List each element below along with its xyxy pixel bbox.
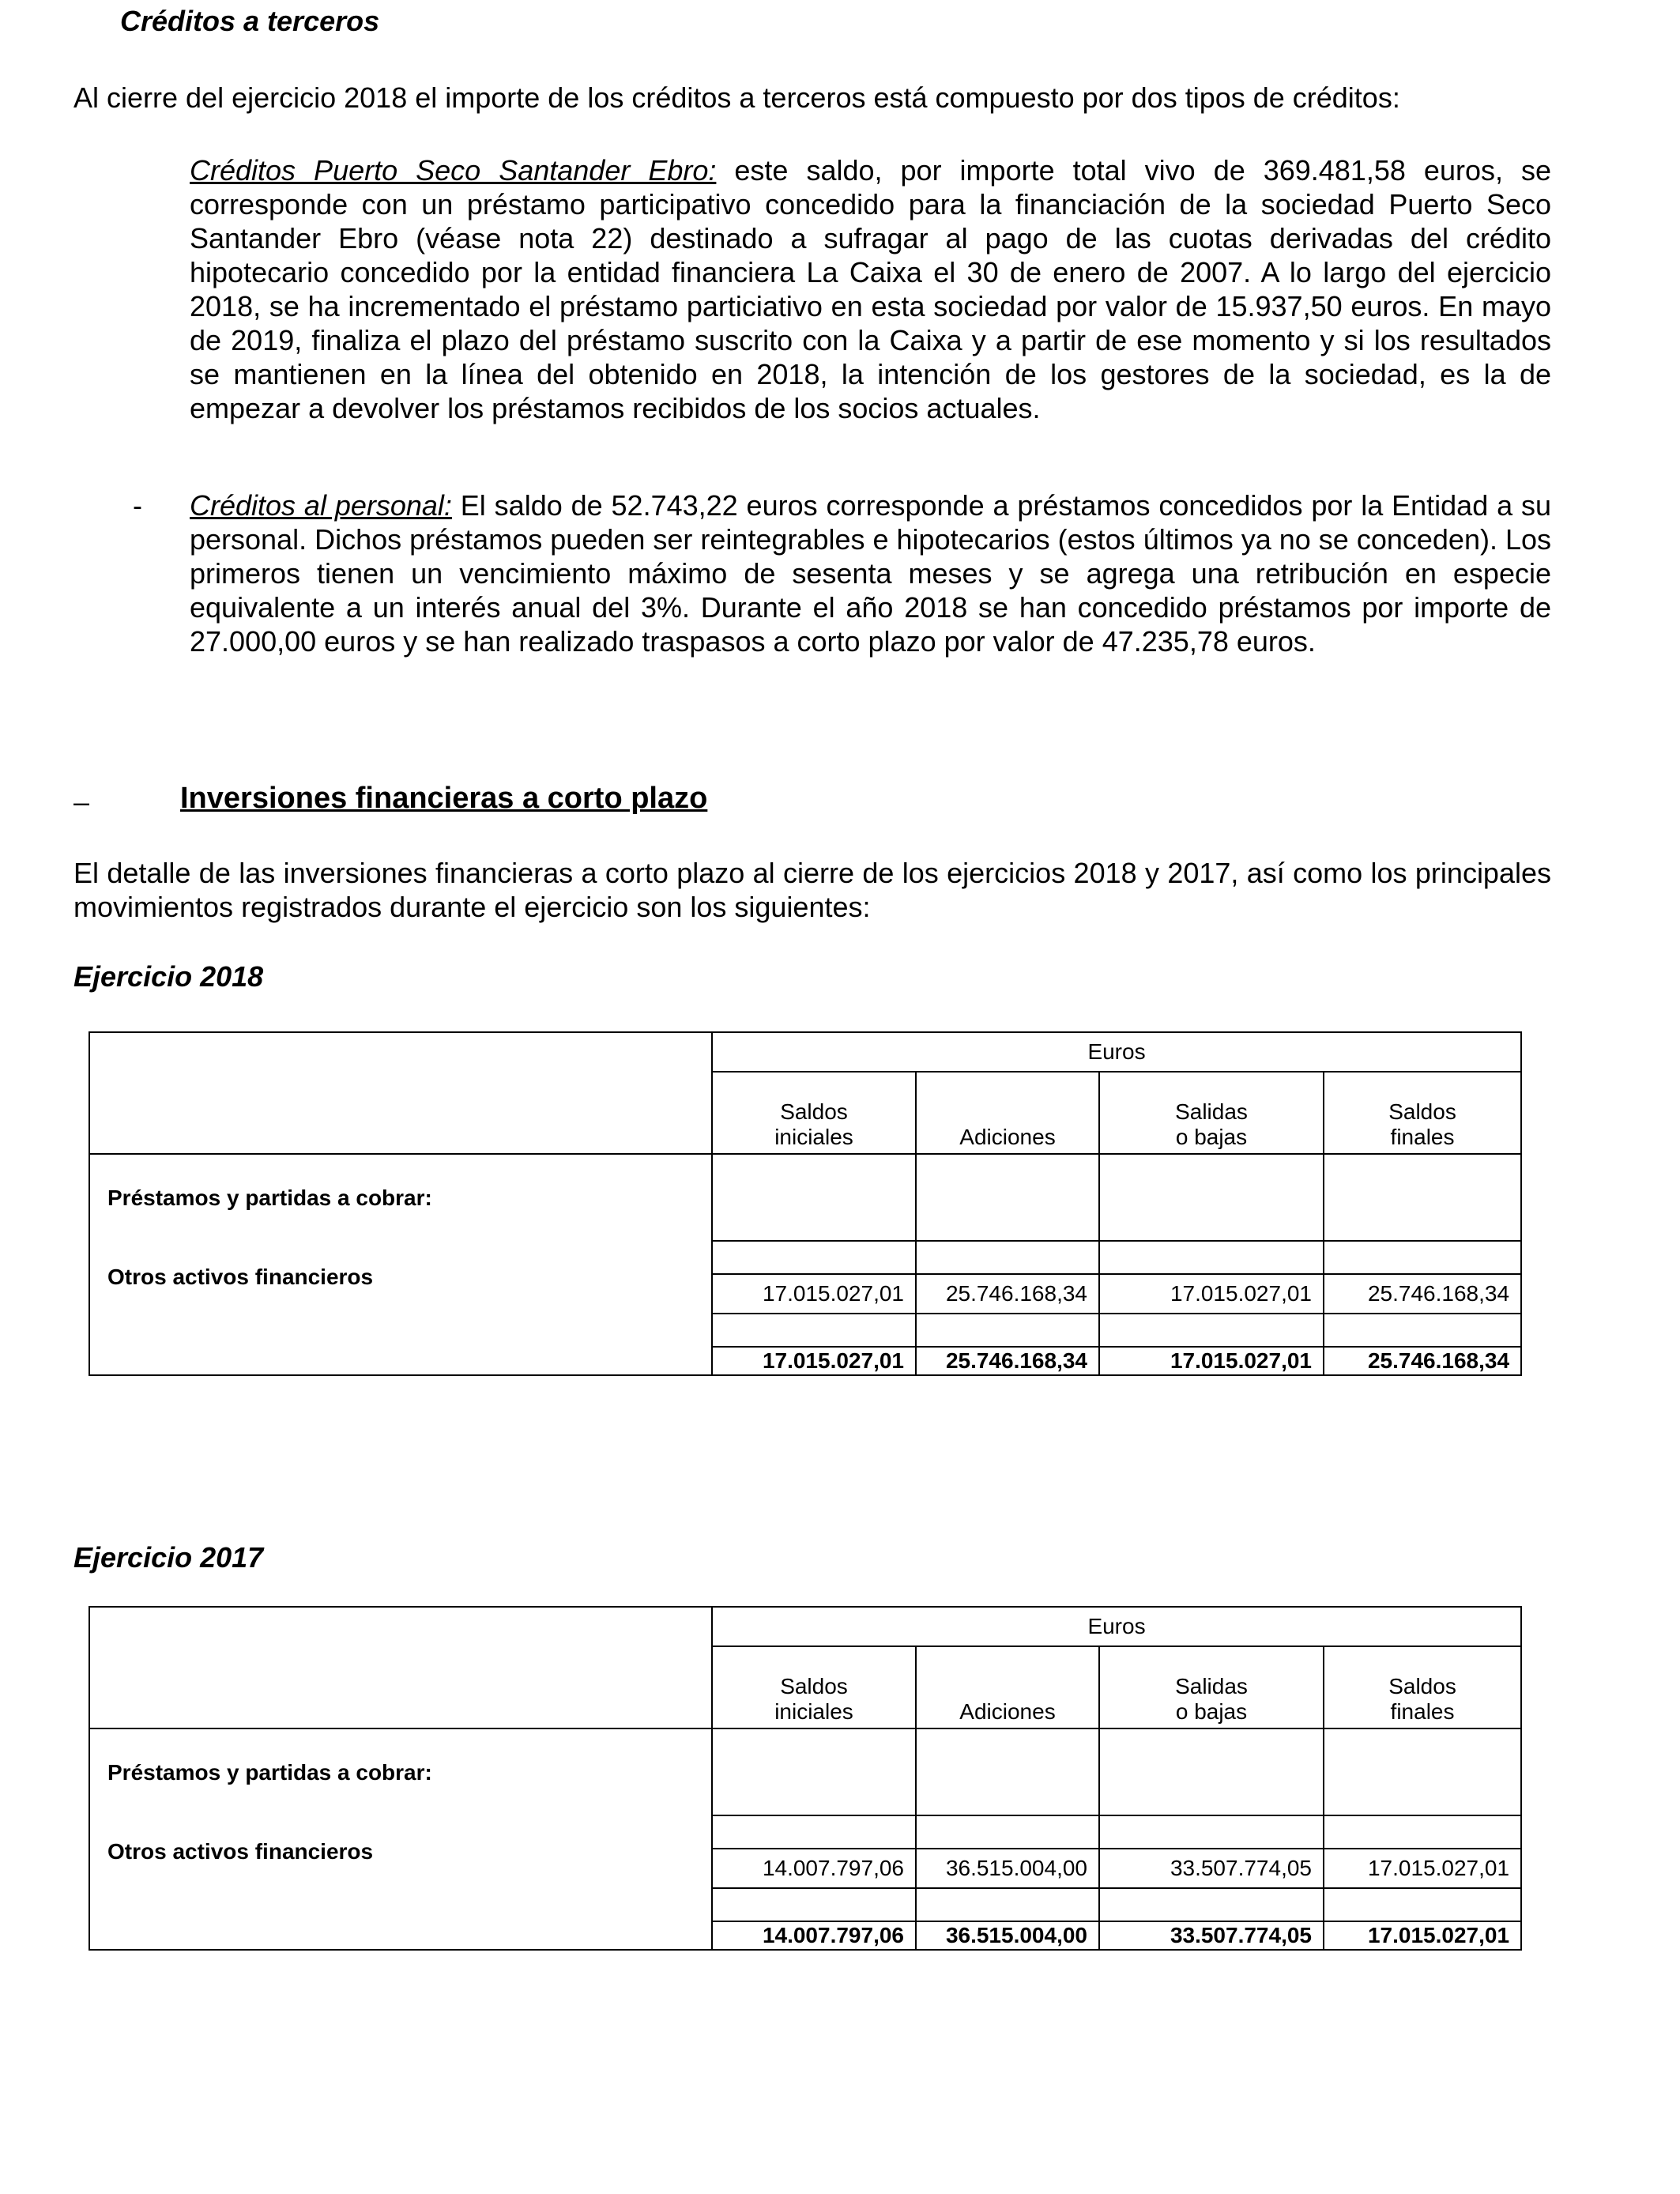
table-2018-title: Ejercicio 2018	[73, 960, 264, 993]
table-cell: 17.015.027,01	[1324, 1849, 1521, 1888]
total-cell: 25.746.168,34	[916, 1347, 1099, 1375]
table-cell: 25.746.168,34	[1324, 1274, 1521, 1314]
table-cell: 33.507.774,05	[1099, 1849, 1324, 1888]
total-cell: 17.015.027,01	[712, 1347, 916, 1375]
row-label: Otros activos financieros	[89, 1241, 712, 1314]
section-title: Créditos a terceros	[120, 5, 380, 37]
total-cell: 33.507.774,05	[1099, 1921, 1324, 1950]
col-adiciones: Adiciones	[916, 1072, 1099, 1154]
table-cell: 25.746.168,34	[916, 1274, 1099, 1314]
credit-personal-paragraph	[190, 488, 1551, 658]
total-cell: 17.015.027,01	[1099, 1347, 1324, 1375]
inversiones-heading: Inversiones financieras a corto plazo	[180, 782, 708, 815]
table-cell: 36.515.004,00	[916, 1849, 1099, 1888]
table-2017	[89, 1606, 1522, 1951]
col-saldos-iniciales: Saldos iniciales	[712, 1646, 916, 1728]
table-cell: 14.007.797,06	[712, 1849, 916, 1888]
credit-personal-bullet: -	[133, 489, 142, 522]
col-saldos-finales: Saldos finales	[1324, 1646, 1521, 1728]
col-saldos-finales: Saldos finales	[1324, 1072, 1521, 1154]
total-cell: 25.746.168,34	[1324, 1347, 1521, 1375]
inversiones-intro: El detalle de las inversiones financieras a corto plazo al cierre de los ejercicios 2018 y 2017, así como los principales movimientos registrados durante el ejercicio son los siguientes:	[73, 857, 1551, 923]
credit-puerto-lead: Créditos Puerto Seco Santander Ebro:	[190, 154, 717, 187]
inversiones-bullet: –	[73, 786, 90, 818]
total-cell: 14.007.797,06	[712, 1921, 916, 1950]
currency-header: Euros	[712, 1032, 1521, 1072]
credit-personal-lead: Créditos al personal:	[190, 489, 452, 522]
total-cell: 17.015.027,01	[1324, 1921, 1521, 1950]
col-salidas: Salidas o bajas	[1099, 1646, 1324, 1728]
table-cell: 17.015.027,01	[1099, 1274, 1324, 1314]
credit-puerto-paragraph	[190, 153, 1551, 425]
currency-header: Euros	[712, 1607, 1521, 1646]
credit-personal-text: El saldo de 52.743,22 euros corresponde a préstamos concedidos por la Entidad a su personal. Dichos préstamos pueden ser reintegrables e hipotecarios (estos últimos ya no se conceden). Los primeros tienen un vencimiento máximo de sesenta meses y se agrega una retribución en especie equivalente a un interés anual del 3%. Durante el año 2018 se han concedido préstamos por importe de 27.000,00 euros y se han realizado traspasos a corto plazo por valor de 47.235,78 euros.	[190, 489, 1551, 658]
intro-paragraph: Al cierre del ejercicio 2018 el importe de los créditos a terceros está compuesto por dos tipos de créditos:	[73, 81, 1400, 114]
total-cell: 36.515.004,00	[916, 1921, 1099, 1950]
credit-puerto-text: este saldo, por importe total vivo de 369.481,58 euros, se corresponde con un préstamo participativo concedido para la financiación de la sociedad Puerto Seco Santander Ebro (véase nota 22) destinado a sufragar al pago de las cuotas derivadas del crédito hipotecario concedido por la entidad financiera La Caixa el 30 de enero de 2007. A lo largo del ejercicio 2018, se ha incrementado el préstamo particiativo en esta sociedad por valor de 15.937,50 euros. En mayo de 2019, finaliza el plazo del préstamo suscrito con la Caixa y a partir de ese momento y si los resultados se mantienen en la línea del obtenido en 2018, la intención de los gestores de la sociedad, es la de empezar a devolver los préstamos recibidos de los socios actuales.	[190, 154, 1552, 424]
section-label: Préstamos y partidas a cobrar:	[89, 1728, 712, 1815]
row-label: Otros activos financieros	[89, 1815, 712, 1888]
table-cell: 17.015.027,01	[712, 1274, 916, 1314]
col-saldos-iniciales: Saldos iniciales	[712, 1072, 916, 1154]
col-salidas: Salidas o bajas	[1099, 1072, 1324, 1154]
table-2018	[89, 1031, 1522, 1376]
section-label: Préstamos y partidas a cobrar:	[89, 1154, 712, 1241]
col-adiciones: Adiciones	[916, 1646, 1099, 1728]
table-2017-title: Ejercicio 2017	[73, 1541, 264, 1574]
